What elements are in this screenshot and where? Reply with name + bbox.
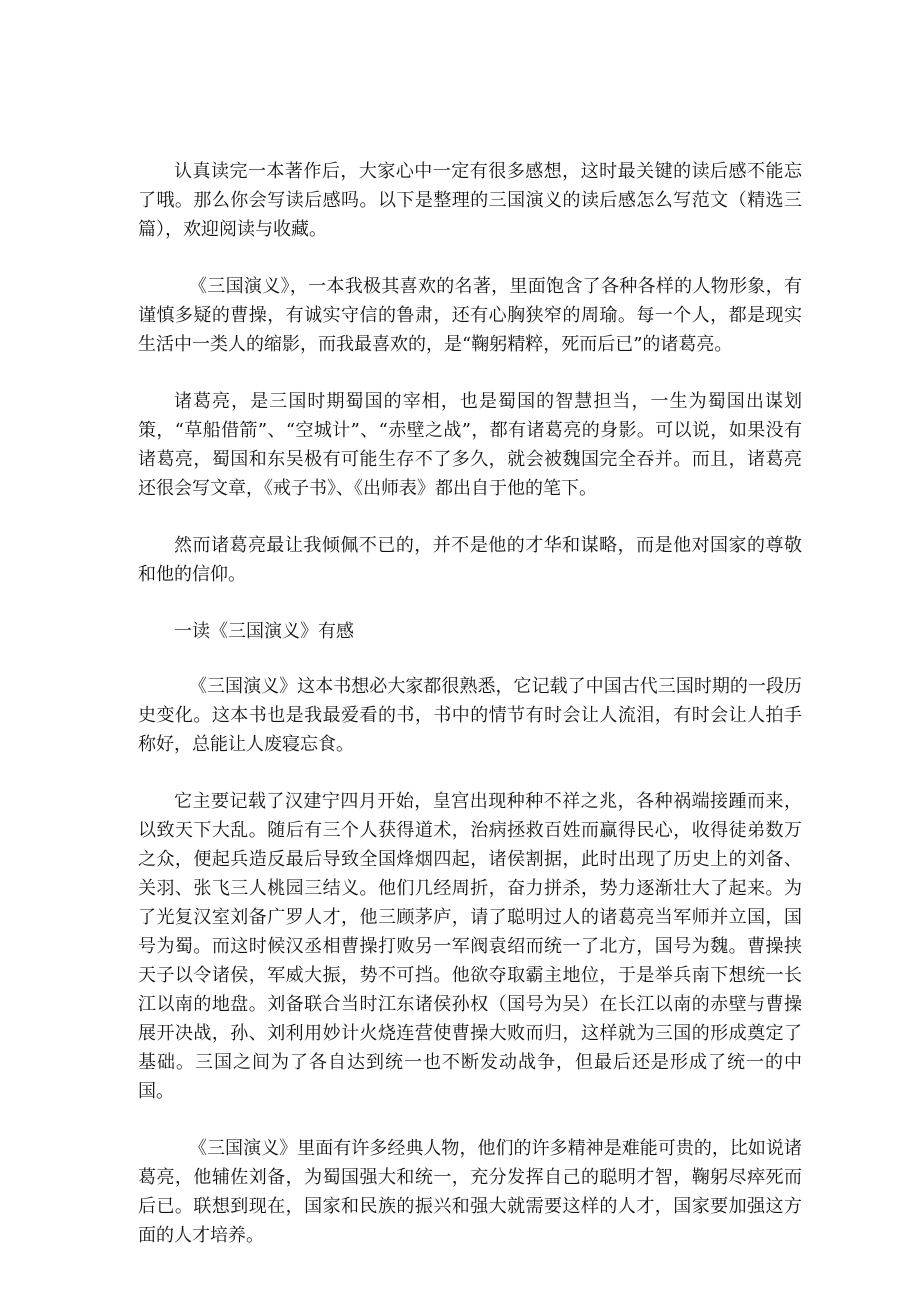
essay-paragraph: 它主要记载了汉建宁四月开始，皇宫出现种种不祥之兆，各种祸端接踵而来，以致天下大乱。随后有三个人获得道术，治病拯救百姓而赢得民心，收得徒弟数万之众，便起兵造反最后导致全国烽烟四起，诸侯割据，此时出现了历史上的刘备、关羽、张飞三人桃园三结义。他们几经周折，奋力拼杀，势力逐渐壮大了起来。为了光复汉室刘备广罗人才，他三顾茅庐，请了聪明过人的诸葛亮当军师并立国，国号为蜀。而这时候汉丞相曹操打败另一军阀袁绍而统一了北方，国号为魏。曹操挟天子以令诸侯，军威大振，势不可挡。他欲夺取霸主地位，于是举兵南下想统一长江以南的地盘。刘备联合当时江东诸侯孙权（国号为吴）在长江以南的赤壁与曹操展开决战，孙、刘利用妙计火烧连营使曹操大败而归，这样就为三国的形成奠定了基础。三国之间为了各自达到统一也不断发动战争，但最后还是形成了统一的中国。	[138, 791, 802, 1102]
essay-paragraph: 诸葛亮，是三国时期蜀国的宰相，也是蜀国的智慧担当，一生为蜀国出谋划策，“草船借箭”、“空城计”、“赤壁之战”，都有诸葛亮的身影。可以说，如果没有诸葛亮，蜀国和东吴极有可能生存不了多久，就会被魏国完全吞并。而且，诸葛亮还很会写文章，《戒子书》、《出师表》都出自于他的笔下。	[138, 391, 802, 499]
essay-paragraph: 《三国演义》里面有许多经典人物，他们的许多精神是难能可贵的，比如说诸葛亮，他辅佐刘备，为蜀国强大和统一，充分发挥自己的聪明才智，鞠躬尽瘁死而后已。联想到现在，国家和民族的振兴和强大就需要这样的人才，国家要加强这方面的人才培养。	[138, 1138, 802, 1246]
essay-paragraph: 《三国演义》这本书想必大家都很熟悉，它记载了中国古代三国时期的一段历史变化。这本书也是我最爱看的书，书中的情节有时会让人流泪，有时会让人拍手称好，总能让人废寝忘食。	[138, 676, 802, 755]
essay-paragraph: 《三国演义》，一本我极其喜欢的名著，里面饱含了各种各样的人物形象，有谨慎多疑的曹操，有诚实守信的鲁肃，还有心胸狭窄的周瑜。每一个人，都是现实生活中一类人的缩影，而我最喜欢的，是“鞠躬精粹，死而后已”的诸葛亮。	[138, 276, 802, 355]
essay-title: 一读《三国演义》有感	[174, 621, 354, 642]
intro-paragraph: 认真读完一本著作后，大家心中一定有很多感想，这时最关键的读后感不能忘了哦。那么你会写读后感吗。以下是整理的三国演义的读后感怎么写范文（精选三篇），欢迎阅读与收藏。	[138, 161, 802, 240]
essay-paragraph: 然而诸葛亮最让我倾佩不已的，并不是他的才华和谋略，而是他对国家的尊敬和他的信仰。	[138, 535, 802, 585]
